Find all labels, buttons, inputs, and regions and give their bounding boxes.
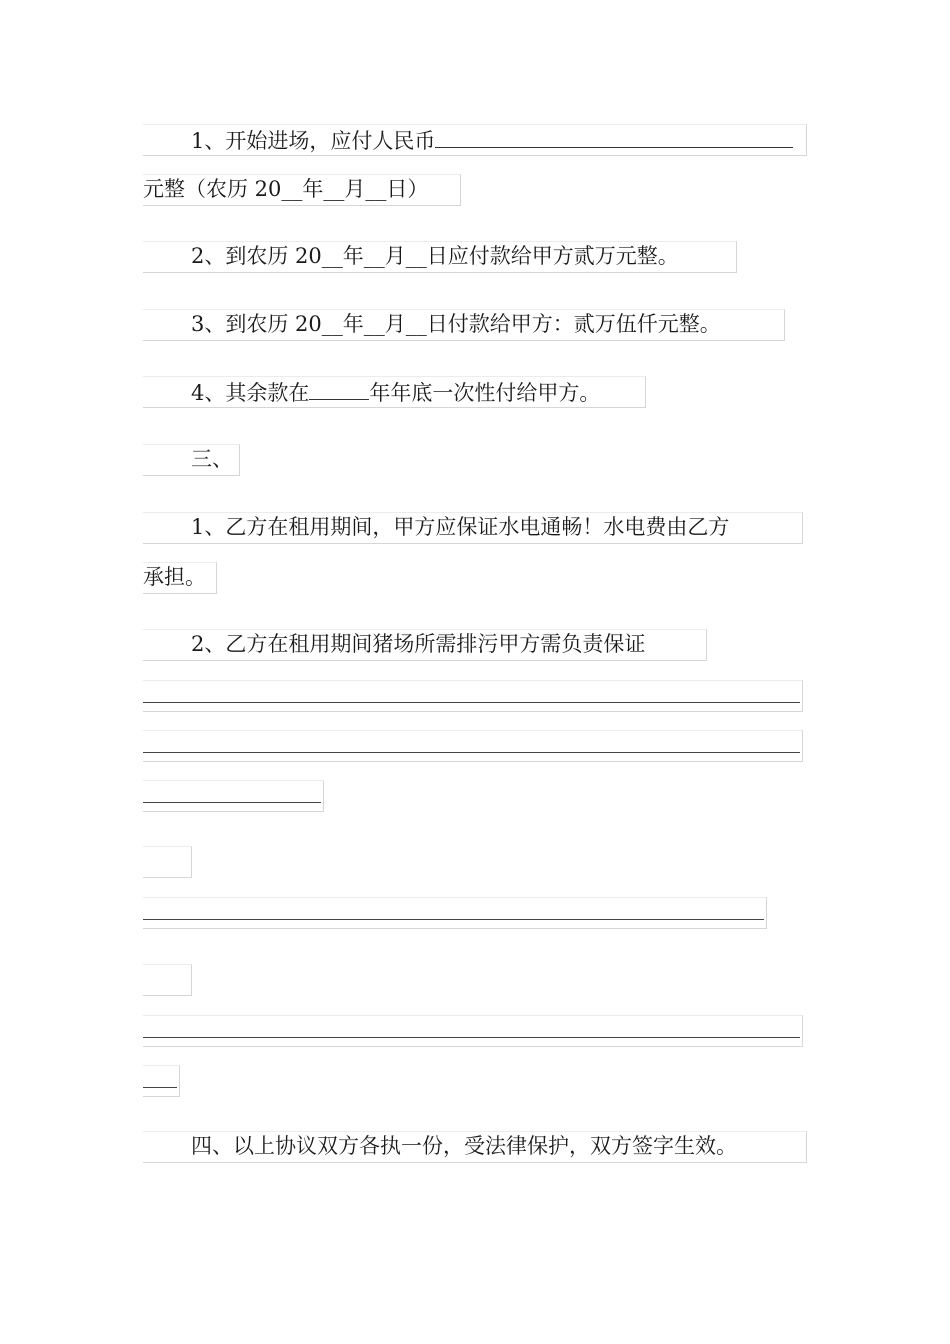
clause-3-1 (143, 512, 803, 544)
payment-item-1-cont-text: 元整（农历 20__年__月__日） (143, 177, 429, 201)
payment-item-3 (143, 309, 785, 341)
clause-3-1-cont-text: 承担。 (143, 565, 206, 589)
payment-item-3-text: 3、到农历 20__年__月__日付款给甲方：贰万伍仟元整。 (191, 312, 721, 336)
blank-line[interactable] (143, 730, 803, 762)
payment-item-4-suffix: 年年底一次性付给甲方。 (369, 381, 601, 405)
section-3-heading-text: 三、 (191, 447, 233, 471)
year-blank[interactable] (309, 377, 369, 400)
clause-3-2 (143, 629, 707, 661)
payment-item-2 (143, 241, 737, 273)
payment-item-1 (143, 124, 807, 156)
blank-line[interactable] (143, 780, 324, 812)
section-4-text: 四、以上协议双方各执一份，受法律保护，双方签字生效。 (191, 1134, 737, 1158)
clause-3-1-text: 1、乙方在租用期间，甲方应保证水电通畅！水电费由乙方 (191, 515, 730, 539)
empty-indent (143, 964, 192, 996)
section-4 (143, 1131, 807, 1163)
payment-item-4-prefix: 4、其余款在 (191, 381, 310, 405)
payment-item-1-text: 1、开始进场，应付人民币 (191, 129, 436, 153)
amount-blank[interactable] (435, 125, 793, 148)
empty-indent (143, 846, 192, 878)
blank-line[interactable] (143, 1015, 803, 1047)
payment-item-1-cont (143, 174, 461, 206)
blank-line[interactable] (143, 1065, 180, 1097)
blank-line[interactable] (143, 897, 767, 929)
clause-3-1-cont (143, 562, 217, 594)
blank-line[interactable] (143, 680, 803, 712)
section-3-heading (143, 444, 240, 476)
clause-3-2-text: 2、乙方在租用期间猪场所需排污甲方需负责保证 (191, 632, 646, 656)
payment-item-2-text: 2、到农历 20__年__月__日应付款给甲方贰万元整。 (191, 244, 679, 268)
payment-item-4 (143, 376, 646, 408)
